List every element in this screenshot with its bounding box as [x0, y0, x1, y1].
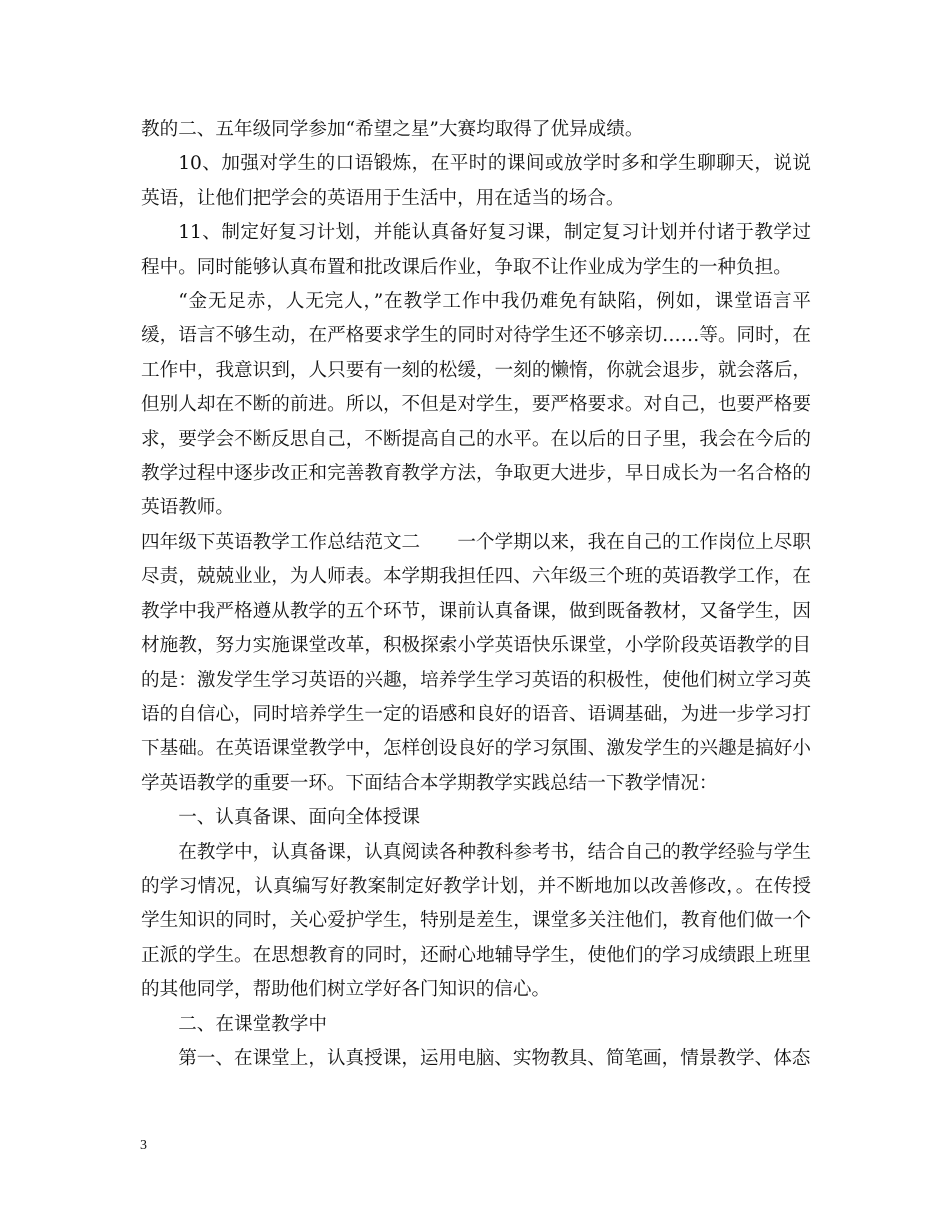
document-body — [141, 113, 811, 1076]
paragraph-classroom: 第一、在课堂上，认真授课，运用电脑、实物教具、简笔画，情景教学、体态 — [178, 1047, 811, 1069]
paragraph-item-11: 11、制定好复习计划，并能认真备好复习课，制定复习计划并付诸于教学过程中。同时能够认真布置和批改课后作业，争取不让作业成为学生的一种负担。 — [141, 222, 811, 278]
paragraph-item-10: 10、加强对学生的口语锻炼，在平时的课间或放学时多和学生聊聊天，说说英语，让他们把学会的英语用于生活中，用在适当的场合。 — [141, 153, 811, 209]
paragraph-lesson-prep: 在教学中，认真备课，认真阅读各种教科参考书，结合自己的教学经验与学生的学习情况，认真编写好教案制定好教学计划，并不断地加以改善修改，。在传授学生知识的同时，关心爱护学生，特别是差生，课堂多关注他们，教育他们做一个正派的学生。在思想教育的同时，还耐心地辅导学生，使他们的学习成绩跟上班里的其他同学，帮助他们树立学好各门知识的信心。 — [141, 841, 811, 1001]
paragraph-continuation: 教的二、五年级同学参加“希望之星”大赛均取得了优异成绩。 — [141, 119, 644, 140]
page-number: 3 — [140, 1138, 147, 1153]
section-heading-two: 二、在课堂教学中 — [178, 1013, 327, 1035]
paragraph-reflection: “金无足赤，人无完人，”在教学工作中我仍难免有缺陷，例如，课堂语言平缓，语言不够生动，在严格要求学生的同时对待学生还不够亲切……等。同时，在工作中，我意识到，人只要有一刻的松缓，一刻的懒惰，你就会退步，就会落后，但别人却在不断的前进。所以，不但是对学生，要严格要求。对自己，也要严格要求，要学会不断反思自己，不断提高自己的水平。在以后的日子里，我会在今后的教学过程中逐步改正和完善教育教学方法，争取更大进步，早日成长为一名合格的英语教师。 — [141, 291, 811, 519]
section-heading-one: 一、认真备课、面向全体授课 — [178, 807, 420, 829]
paragraph-sample-two: 四年级下英语教学工作总结范文二 一个学期以来，我在自己的工作岗位上尽职尽责，兢兢业业，为人师表。本学期我担任四、六年级三个班的英语教学工作，在教学中我严格遵从教学的五个环节，课前认真备课，做到既备教材，又备学生，因材施教，努力实施课堂改革，积极探索小学英语快乐课堂，小学阶段英语教学的目的是：激发学生学习英语的兴趣，培养学生学习英语的积极性，使他们树立学习英语的自信心，同时培养学生一定的语感和良好的语音、语调基础，为进一步学习打下基础。在英语课堂教学中，怎样创设良好的学习氛围、激发学生的兴趣是搞好小学英语教学的重要一环。下面结合本学期教学实践总结一下教学情况： — [141, 531, 811, 794]
